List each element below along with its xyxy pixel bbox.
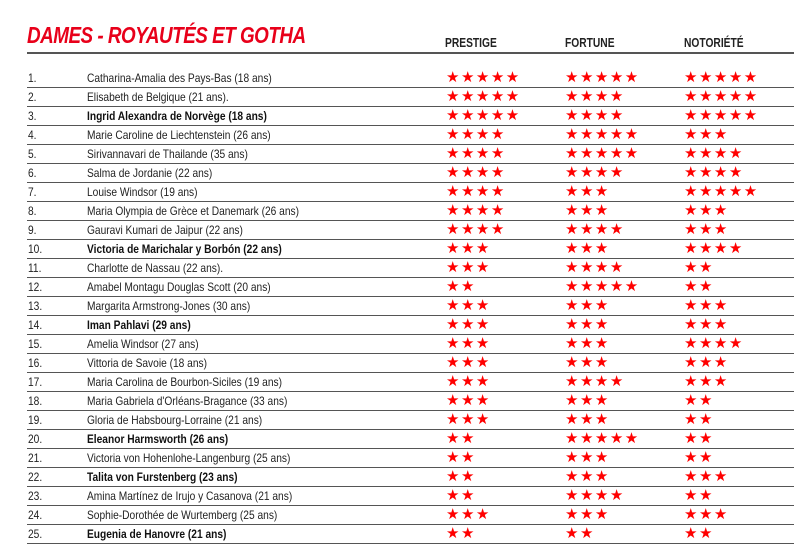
fortune-star-icons: ★★★ [565,411,610,428]
rank-number: 11. [28,261,42,275]
person-name: Maria Carolina de Bourbon-Siciles (19 ans) [87,375,283,389]
prestige-star-icons: ★★★★ [446,164,506,181]
prestige-star-icons: ★★ [446,468,476,485]
rank-number: 18. [28,394,43,408]
notoriete-star-icons: ★★ [684,259,714,276]
fortune-star-icons: ★★★★ [565,88,625,105]
person-name: Gauravi Kumari de Jaipur (22 ans) [87,223,243,237]
person-name: Sirivannavari de Thailande (35 ans) [87,147,248,161]
rank-number: 5. [28,147,37,161]
fortune-star-icons: ★★★ [565,202,610,219]
rank-number: 8. [28,204,37,218]
rank-number: 24. [28,508,43,522]
person-name: Amelia Windsor (27 ans) [87,337,199,351]
table-row [27,164,794,183]
fortune-star-icons: ★★★ [565,392,610,409]
notoriete-star-icons: ★★★ [684,126,729,143]
prestige-star-icons: ★★★ [446,411,491,428]
notoriete-star-icons: ★★★ [684,221,729,238]
table-row [27,183,794,202]
person-name: Vittoria de Savoie (18 ans) [87,356,208,370]
page-title: DAMES - ROYAUTÉS ET GOTHA [27,22,306,48]
person-name: Margarita Armstrong-Jones (30 ans) [87,299,251,313]
rank-number: 2. [28,90,37,104]
notoriete-star-icons: ★★ [684,430,714,447]
prestige-star-icons: ★★★ [446,297,491,314]
person-name: Eleanor Harmsworth (26 ans) [87,432,229,446]
person-name: Victoria von Hohenlohe-Langenburg (25 ans) [87,451,291,465]
notoriete-star-icons: ★★★★ [684,164,744,181]
fortune-star-icons: ★★ [565,525,595,542]
table-row [27,506,794,525]
notoriete-star-icons: ★★ [684,278,714,295]
person-name: Charlotte de Nassau (22 ans). [87,261,224,275]
table-row [27,430,794,449]
rank-number: 3. [28,109,37,123]
table-row [27,259,794,278]
prestige-star-icons: ★★★★ [446,126,506,143]
prestige-star-icons: ★★★★★ [446,107,521,124]
person-name: Elisabeth de Belgique (21 ans). [87,90,229,104]
person-name: Salma de Jordanie (22 ans) [87,166,213,180]
table-row [27,145,794,164]
fortune-star-icons: ★★★ [565,468,610,485]
person-name: Marie Caroline de Liechtenstein (26 ans) [87,128,271,142]
table-row [27,297,794,316]
rank-number: 20. [28,432,43,446]
table-row [27,411,794,430]
fortune-star-icons: ★★★★★ [565,69,640,86]
notoriete-star-icons: ★★★★★ [684,69,759,86]
rank-number: 1. [28,71,37,85]
notoriete-star-icons: ★★★★ [684,335,744,352]
prestige-star-icons: ★★★ [446,392,491,409]
prestige-star-icons: ★★★★★ [446,69,521,86]
prestige-star-icons: ★★★★ [446,183,506,200]
fortune-star-icons: ★★★★ [565,164,625,181]
person-name: Maria Olympia de Grèce et Danemark (26 ans) [87,204,300,218]
fortune-star-icons: ★★★ [565,240,610,257]
table-row [27,107,794,126]
prestige-star-icons: ★★★ [446,316,491,333]
table-row [27,354,794,373]
notoriete-star-icons: ★★★ [684,354,729,371]
rank-number: 10. [28,242,43,256]
table-row [27,468,794,487]
column-header-prestige: PRESTIGE [445,36,497,50]
rank-number: 23. [28,489,43,503]
rank-number: 21. [28,451,43,465]
table-row [27,126,794,145]
rank-number: 6. [28,166,37,180]
notoriete-star-icons: ★★ [684,525,714,542]
table-row [27,525,794,544]
rank-number: 19. [28,413,43,427]
prestige-star-icons: ★★★ [446,335,491,352]
fortune-star-icons: ★★★★ [565,487,625,504]
fortune-star-icons: ★★★ [565,335,610,352]
rank-number: 15. [28,337,43,351]
table-row [27,449,794,468]
rank-number: 12. [28,280,43,294]
person-name: Iman Pahlavi (29 ans) [87,318,191,332]
prestige-star-icons: ★★ [446,525,476,542]
person-name: Amabel Montagu Douglas Scott (20 ans) [87,280,271,294]
table-row [27,240,794,259]
notoriete-star-icons: ★★★ [684,297,729,314]
person-name: Sophie-Dorothée de Wurtemberg (25 ans) [87,508,278,522]
person-name: Gloria de Habsbourg-Lorraine (21 ans) [87,413,263,427]
table-row [27,221,794,240]
prestige-star-icons: ★★ [446,430,476,447]
prestige-star-icons: ★★★ [446,240,491,257]
notoriete-star-icons: ★★ [684,449,714,466]
notoriete-star-icons: ★★★★★ [684,107,759,124]
header-divider [27,52,794,54]
table-row [27,316,794,335]
fortune-star-icons: ★★★★★ [565,126,640,143]
notoriete-star-icons: ★★★ [684,468,729,485]
table-row [27,392,794,411]
rank-number: 22. [28,470,43,484]
fortune-star-icons: ★★★ [565,506,610,523]
table-row [27,202,794,221]
prestige-star-icons: ★★★★★ [446,88,521,105]
rank-number: 16. [28,356,43,370]
notoriete-star-icons: ★★★ [684,316,729,333]
rank-number: 25. [28,527,43,541]
table-row [27,69,794,88]
person-name: Victoria de Marichalar y Borbón (22 ans) [87,242,282,256]
prestige-star-icons: ★★★★ [446,145,506,162]
person-name: Louise Windsor (19 ans) [87,185,198,199]
fortune-star-icons: ★★★★★ [565,145,640,162]
fortune-star-icons: ★★★ [565,354,610,371]
fortune-star-icons: ★★★★ [565,107,625,124]
person-name: Maria Gabriela d'Orléans-Bragance (33 ans) [87,394,288,408]
column-header-fortune: FORTUNE [565,36,615,50]
fortune-star-icons: ★★★★ [565,373,625,390]
notoriete-star-icons: ★★★ [684,506,729,523]
table-row [27,88,794,107]
table-row [27,487,794,506]
rank-number: 9. [28,223,37,237]
rank-number: 7. [28,185,37,199]
prestige-star-icons: ★★ [446,449,476,466]
prestige-star-icons: ★★ [446,278,476,295]
person-name: Ingrid Alexandra de Norvège (18 ans) [87,109,267,123]
column-header-notoriete: NOTORIÉTÉ [684,36,744,50]
fortune-star-icons: ★★★★ [565,259,625,276]
notoriete-star-icons: ★★★★★ [684,183,759,200]
notoriete-star-icons: ★★ [684,411,714,428]
fortune-star-icons: ★★★★ [565,221,625,238]
prestige-star-icons: ★★★★ [446,221,506,238]
notoriete-star-icons: ★★★ [684,202,729,219]
fortune-star-icons: ★★★ [565,183,610,200]
notoriete-star-icons: ★★★★ [684,240,744,257]
rank-number: 13. [28,299,43,313]
fortune-star-icons: ★★★★★ [565,430,640,447]
rank-number: 17. [28,375,43,389]
table-row [27,373,794,392]
fortune-star-icons: ★★★ [565,316,610,333]
notoriete-star-icons: ★★★★ [684,145,744,162]
rank-number: 14. [28,318,43,332]
table-row [27,335,794,354]
fortune-star-icons: ★★★ [565,297,610,314]
person-name: Eugenia de Hanovre (21 ans) [87,527,227,541]
prestige-star-icons: ★★★ [446,259,491,276]
table-row [27,278,794,297]
person-name: Catharina-Amalia des Pays-Bas (18 ans) [87,71,272,85]
notoriete-star-icons: ★★★★★ [684,88,759,105]
ranking-table [27,69,794,544]
person-name: Amina Martínez de Irujo y Casanova (21 ans) [87,489,293,503]
fortune-star-icons: ★★★★★ [565,278,640,295]
notoriete-star-icons: ★★ [684,392,714,409]
rank-number: 4. [28,128,37,142]
prestige-star-icons: ★★★★ [446,202,506,219]
prestige-star-icons: ★★★ [446,373,491,390]
person-name: Talita von Furstenberg (23 ans) [87,470,238,484]
notoriete-star-icons: ★★★ [684,373,729,390]
prestige-star-icons: ★★★ [446,506,491,523]
prestige-star-icons: ★★★ [446,354,491,371]
prestige-star-icons: ★★ [446,487,476,504]
notoriete-star-icons: ★★ [684,487,714,504]
fortune-star-icons: ★★★ [565,449,610,466]
